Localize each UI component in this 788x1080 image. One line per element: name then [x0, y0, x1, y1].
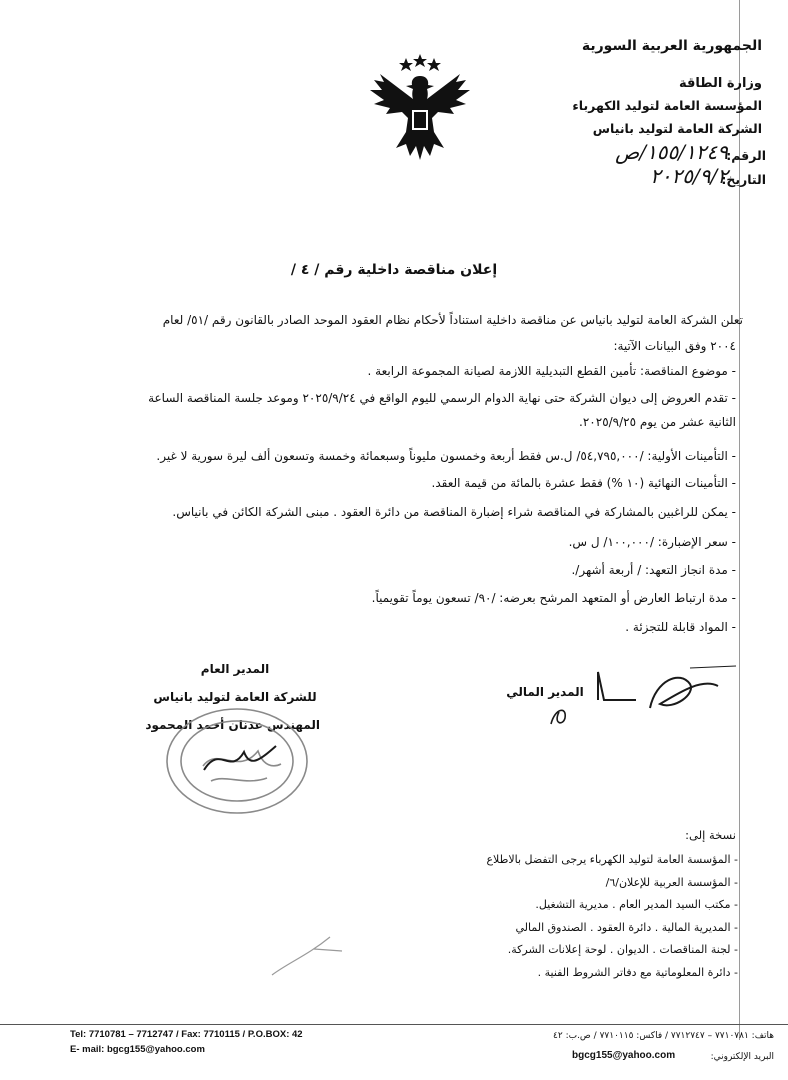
list-item-divisible: - المواد قابلة للتجزئة . — [625, 620, 736, 634]
footer-email-en: E- mail: bgcg155@yahoo.com — [70, 1044, 205, 1055]
gm-name: المهندس عدنان أحمد المحمود — [145, 718, 320, 732]
copies-label: نسخة إلى: — [685, 828, 736, 842]
copy-item-2: - المؤسسة العربية للإعلان/٦/ — [605, 876, 738, 889]
gm-signature-icon — [200, 740, 280, 780]
ref-date-label: التاريخ: — [721, 172, 766, 187]
footer-email-ar-label: البريد الإلكتروني: — [710, 1052, 774, 1062]
gm-title: المدير العام — [200, 662, 270, 676]
header-republic: الجمهورية العربية السورية — [581, 38, 762, 54]
footer-divider — [0, 1024, 788, 1025]
header-institution: المؤسسة العامة لتوليد الكهرباء — [572, 98, 762, 113]
list-item-session-time: الثانية عشر من يوم ٢٠٢٥/٩/٢٥. — [579, 415, 736, 429]
intro-line-1: تعلن الشركة العامة لتوليد بانياس عن مناقصة داخلية استناداً لأحكام نظام العقود الموحد الصادر بالقانون رقم /٥١/ لعام — [162, 313, 743, 327]
copy-item-3: - مكتب السيد المدير العام . مديرية التشغيل. — [535, 898, 738, 911]
copy-item-4: - المديرية المالية . دائرة العقود . الصندوق المالي — [515, 921, 738, 934]
footer-tel-en: Tel: 7710781 – 7712747 / Fax: 7710115 / P.O.BOX: 42 — [70, 1029, 303, 1040]
copy-item-6: - دائرة المعلوماتية مع دفاتر الشروط الفنية . — [537, 966, 738, 979]
list-item-final-guarantee: - التأمينات النهائية (١٠ %) فقط عشرة بالمائة من قيمة العقد. — [431, 476, 736, 490]
fm-title: المدير المالي — [506, 685, 584, 699]
fm-initials-icon — [545, 700, 575, 730]
copy-item-1: - المؤسسة العامة لتوليد الكهرباء يرجى التفضل بالاطلاع — [486, 853, 738, 866]
header-ministry: وزارة الطاقة — [679, 76, 762, 91]
list-item-offer-validity: - مدة ارتباط العارض أو المتعهد المرشح بعرضه: /٩٠/ تسعون يوماً تقويمياً. — [371, 591, 736, 605]
list-item-duration: - مدة انجاز التعهد: / أربعة أشهر/. — [571, 563, 736, 577]
announcement-title: إعلان مناقصة داخلية رقم / ٤ / — [290, 262, 498, 278]
intro-line-2: ٢٠٠٤ وفق البيانات الآتية: — [613, 339, 736, 353]
ref-number-value: ١٥٥/١٢٤٩/ص — [615, 140, 728, 164]
list-item-subject: - موضوع المناقصة: تأمين القطع التبديلية اللازمة لصيانة المجموعة الرابعة . — [367, 364, 736, 378]
footer-email-ar-value: bgcg155@yahoo.com — [572, 1050, 676, 1061]
list-item-submission: - تقدم العروض إلى ديوان الشركة حتى نهاية الدوام الرسمي لليوم الواقع في ٢٠٢٥/٩/٢٤ وموعد جلسة المناقصة الساعة — [148, 391, 736, 405]
ref-number-label: الرقم: — [726, 148, 766, 163]
footer-tel-ar: هاتف: ٧٧١٠٧٨١ – ٧٧١٢٧٤٧ / فاكس: ٧٧١٠١١٥ / ص.ب: ٤٢ — [553, 1031, 774, 1041]
header-company: الشركة العامة لتوليد بانياس — [592, 121, 762, 136]
gm-company: للشركة العامة لتوليد بانياس — [153, 690, 317, 704]
eagle-emblem-icon — [366, 52, 474, 164]
copy-item-5: - لجنة المناقصات . الديوان . لوحة إعلانات الشركة. — [507, 943, 738, 956]
list-item-dossier-price: - سعر الإضبارة: /١٠٠,٠٠٠/ ل س. — [568, 535, 736, 549]
pencil-mark-icon — [268, 925, 348, 981]
list-item-purchase-dossier: - يمكن للراغبين بالمشاركة في المناقصة شراء إضبارة المناقصة من دائرة العقود . مبنى الشركة الكائن في بانياس. — [172, 505, 736, 519]
list-item-initial-guarantee: - التأمينات الأولية: /٥٤,٧٩٥,٠٠٠/ ل.س فقط أربعة وخمسون مليوناً وسبعمائة وخمسة وتسعون ألف ليرة سورية لا غير. — [156, 449, 736, 463]
ref-date-value: ٢٠٢٥/٩/٢ — [650, 164, 728, 188]
